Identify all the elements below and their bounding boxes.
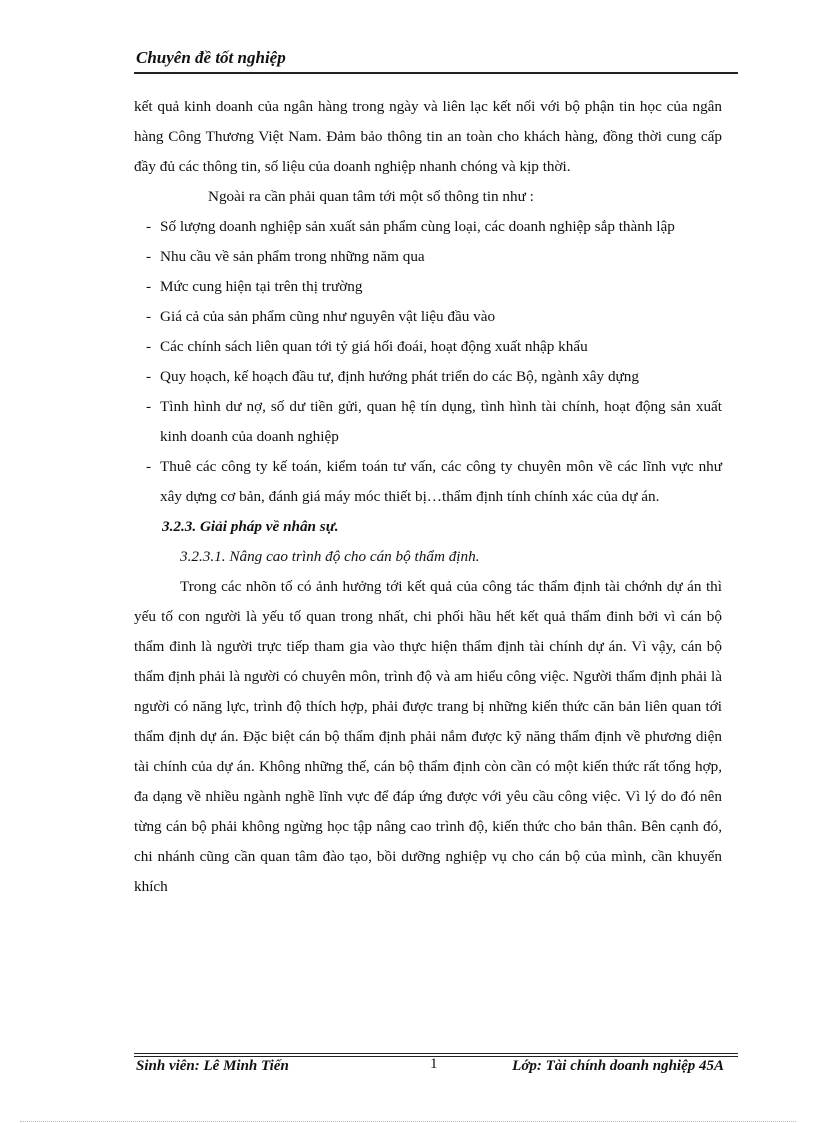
footer-class: Lớp: Tài chính doanh nghiệp 45A	[512, 1058, 724, 1074]
lead-paragraph: Ngoài ra cần phải quan tâm tới một số thông tin như :	[208, 188, 534, 205]
list-item-text: Các chính sách liên quan tới tỷ giá hối đoái, hoạt động xuất nhập khẩu	[160, 338, 588, 355]
bullet-marker: -	[146, 458, 152, 475]
list-item-text: Tình hình dư nợ, số dư tiền gửi, quan hệ tín dụng, tình hình tài chính, hoạt động sản xuất kinh doanh của doanh nghiệp	[160, 398, 722, 445]
document-body	[134, 92, 722, 902]
list-item	[134, 242, 722, 272]
footer-student-name: Sinh viên: Lê Minh Tiến	[136, 1058, 289, 1074]
footer-divider-top	[134, 1053, 738, 1054]
list-item-text: Quy hoạch, kế hoạch đầu tư, định hướng phát triển do các Bộ, ngành xây dựng	[160, 368, 639, 385]
list-item-text: Số lượng doanh nghiệp sản xuất sản phẩm cùng loại, các doanh nghiệp sắp thành lập	[160, 218, 675, 235]
section-paragraph: Trong các nhõn tố có ảnh hưởng tới kết quả của công tác thẩm định tài chớnh dự án thì yếu tố con người là yếu tố quan trong nhất, chi phối hầu hết kết quả thẩm đinh bởi vì cán bộ thẩm đinh là người trực tiếp tham gia vào thực hiện thẩm định tài chính dự án. Vì vậy, cán bộ thẩm định phải là người có chuyên môn, trình độ và am hiểu công việc. Người thẩm định phải là người có năng lực, trình độ thích hợp, phải được trang bị những kiến thức căn bản liên quan tới thẩm định dự án. Đặc biệt cán bộ thẩm định phải nắm được kỹ năng thẩm định về phương diện tài chính của dự án. Không những thế, cán bộ thẩm định còn cần có một kiến thức rất tổng hợp, đa dạng về nhiều ngành nghề lĩnh vực để đáp ứng được với yêu cầu công việc. Vì lý do đó nên từng cán bộ phải không ngừng học tập nâng cao trình độ, kiến thức cho bản thân. Bên cạnh đó, chi nhánh cũng cần quan tâm đào tạo, bồi dưỡng nghiệp vụ cho cán bộ của mình, cần khuyến khích	[134, 578, 722, 895]
subsection-heading: 3.2.3.1. Nâng cao trình độ cho cán bộ thẩm định.	[180, 548, 480, 565]
bullet-marker: -	[146, 398, 152, 415]
list-item	[134, 452, 722, 512]
document-header-title: Chuyên đề tốt nghiệp	[136, 48, 286, 67]
list-item-text: Mức cung hiện tại trên thị trường	[160, 278, 363, 295]
bullet-marker: -	[146, 218, 152, 235]
bullet-marker: -	[146, 248, 152, 265]
list-item-text: Giá cả của sản phẩm cũng như nguyên vật liệu đầu vào	[160, 308, 496, 325]
list-item-text: Thuê các công ty kế toán, kiểm toán tư vấn, các công ty chuyên môn về các lĩnh vực như xây dựng cơ bản, đánh giá máy móc thiết bị…thẩm định tính chính xác của dự án.	[160, 458, 722, 505]
bullet-marker: -	[146, 368, 152, 385]
bullet-marker: -	[146, 338, 152, 355]
document-footer	[134, 1058, 738, 1078]
page-edge-divider	[20, 1121, 796, 1122]
continued-paragraph: kết quả kinh doanh của ngân hàng trong ngày và liên lạc kết nối với bộ phận tin học của ngân hàng Công Thương Việt Nam. Đảm bảo thông tin an toàn cho khách hàng, đồng thời cung cấp đầy đủ các thông tin, số liệu của doanh nghiệp nhanh chóng và kịp thời.	[134, 98, 722, 175]
page-number: 1	[430, 1056, 438, 1072]
list-item	[134, 332, 722, 362]
list-item-text: Nhu cầu về sản phẩm trong những năm qua	[160, 248, 425, 265]
list-item	[134, 212, 722, 242]
list-item	[134, 362, 722, 392]
list-item	[134, 302, 722, 332]
bullet-marker: -	[146, 278, 152, 295]
bullet-marker: -	[146, 308, 152, 325]
list-item	[134, 272, 722, 302]
list-item	[134, 392, 722, 452]
header-divider	[134, 72, 738, 74]
info-bullet-list	[134, 212, 722, 512]
section-heading: 3.2.3. Giải pháp về nhân sự.	[162, 518, 339, 535]
